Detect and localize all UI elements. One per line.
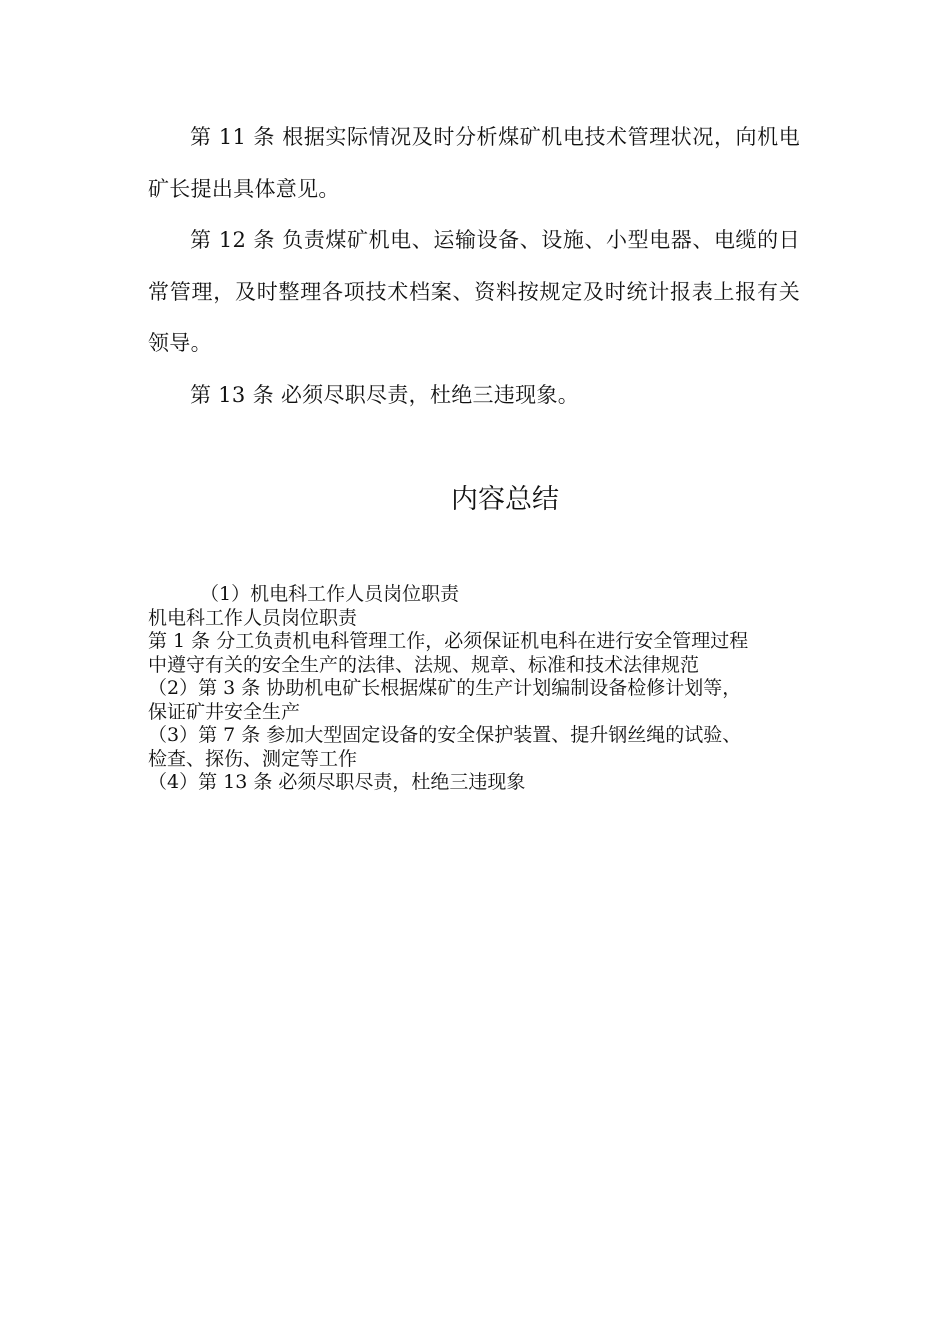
summary-line: 中遵守有关的安全生产的法律、法规、规章、标准和技术法律规范 [148,653,700,676]
summary-title: 内容总结 [451,484,559,515]
summary-line: （3）第 7 条 参加大型固定设备的安全保护装置、提升钢丝绳的试验、 [148,724,742,746]
summary-line: 机电科工作人员岗位职责 [148,606,358,629]
summary-line: （2）第 3 条 协助机电矿长根据煤矿的生产计划编制设备检修计划等， [148,677,742,699]
article-13: 第 13 条 必须尽职尽责，杜绝三违现象。 [190,382,580,407]
summary-line: 保证矿井安全生产 [148,700,301,723]
summary-line: （1）机电科工作人员岗位职责 [200,583,460,605]
article-11: 第 11 条 根据实际情况及时分析煤矿机电技术管理状况，向机电矿长提出具体意见。 [148,125,800,201]
summary-line: 第 1 条 分工负责机电科管理工作，必须保证机电科在进行安全管理过程 [148,630,749,652]
article-list [148,112,800,421]
article-12: 第 12 条 负责煤矿机电、运输设备、设施、小型电器、电缆的日常管理，及时整理各项技术档案、资料按规定及时统计报表上报有关领导。 [148,228,800,355]
summary-block [148,583,808,795]
summary-line: （4）第 13 条 必须尽职尽责，杜绝三违现象 [148,771,526,793]
summary-line: 检查、探伤、测定等工作 [148,747,358,770]
